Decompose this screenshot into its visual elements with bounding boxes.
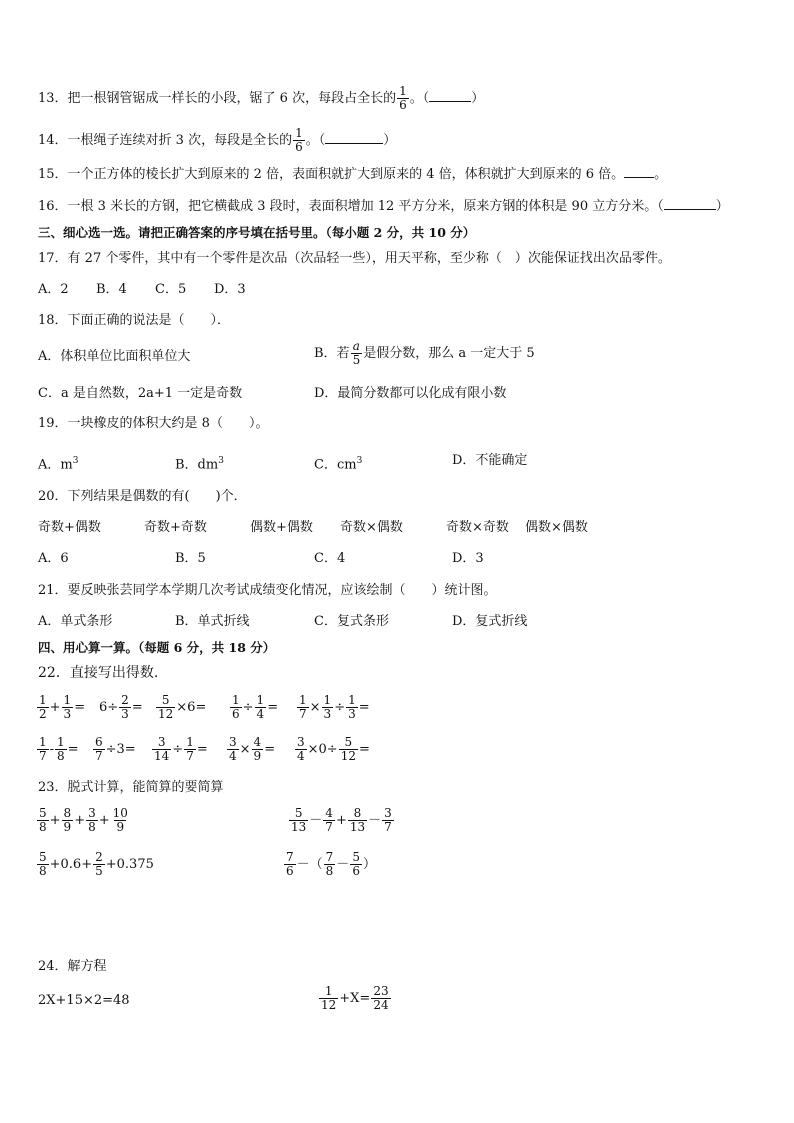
calc-item: $\frac{6}{7}$ ÷3= xyxy=(95,735,136,763)
option-a[interactable]: A．体积单位比面积单位大 xyxy=(38,349,191,364)
fraction: $\frac{1}{7}$ xyxy=(186,735,194,763)
calc-item: $\frac{1}{7}$ × $\frac{1}{3}$ ÷ $\frac{1}{3}$ = xyxy=(299,693,370,721)
question-13-text: 13．把一根钢管锯成一样长的小段，锯了 6 次，每段占全长的 xyxy=(38,91,397,106)
fraction: $\frac{1}{3}$ xyxy=(348,693,356,721)
calc-expression: $\frac{7}{6}$ －（ $\frac{7}{8}$ － $\frac{5}{6}$ ） xyxy=(286,850,376,878)
fraction: $\frac{5}{8}$ xyxy=(39,806,47,834)
answer-blank[interactable] xyxy=(624,177,654,178)
expression: 奇数×奇数 xyxy=(446,520,509,535)
option-b[interactable]: B．4 xyxy=(96,282,127,297)
calc-item: $\frac{5}{12}$ ×6= xyxy=(158,693,207,721)
equation: $\frac{1}{12}$ +X= $\frac{23}{24}$ xyxy=(321,984,389,1012)
fraction: $\frac{6}{7}$ xyxy=(95,735,103,763)
option-b[interactable]: B．若 $\frac{a}{5}$ 是假分数，那么 a 一定大于 5 xyxy=(314,339,535,367)
option-c[interactable]: C．5 xyxy=(155,282,187,297)
expression: 偶数×偶数 xyxy=(525,520,588,535)
option-a[interactable]: A．$m^3$ xyxy=(38,456,79,473)
option-d[interactable]: D．最简分数都可以化成有限小数 xyxy=(314,386,507,401)
option-d[interactable]: D．3 xyxy=(452,551,484,566)
fraction: $\frac{1}{8}$ xyxy=(57,735,65,763)
option-b[interactable]: B．5 xyxy=(175,551,206,566)
calc-item: 6÷ $\frac{2}{3}$ = xyxy=(99,693,143,721)
fraction: $\frac{1}{2}$ xyxy=(39,693,47,721)
option-d[interactable]: D．不能确定 xyxy=(452,453,528,468)
fraction: $\frac{8}{13}$ xyxy=(349,806,366,834)
fraction: $\frac{2}{3}$ xyxy=(121,693,129,721)
calc-item: $\frac{3}{14}$ ÷ $\frac{1}{7}$ = xyxy=(154,735,208,763)
question-19: 19．一块橡皮的体积大约是 8（ ）。 xyxy=(38,416,269,431)
question-17: 17．有 27 个零件，其中有一个零件是次品（次品轻一些），用天平称，至少称（ ）次能保证找出次品零件。 xyxy=(38,251,671,266)
calc-item: $\frac{3}{4}$ × $\frac{4}{9}$ = xyxy=(229,735,276,763)
fraction: $\frac{10}{9}$ xyxy=(112,806,128,834)
calc-expression: $\frac{5}{8}$ +0.6+ $\frac{2}{5}$ +0.375 xyxy=(39,850,154,878)
option-d[interactable]: D．3 xyxy=(214,282,246,297)
fraction: $\frac{1}{4}$ xyxy=(256,693,265,721)
option-a[interactable]: A．单式条形 xyxy=(38,614,113,629)
fraction: $\frac{1}{7}$ xyxy=(39,735,47,763)
calc-item: $\frac{1}{6}$ ÷ $\frac{1}{4}$ = xyxy=(232,693,279,721)
section-3-heading: 三、细心选一选。请把正确答案的序号填在括号里。（每小题 2 分，共 10 分） xyxy=(38,225,476,240)
fraction: $\frac{1}{12}$ xyxy=(321,984,337,1012)
question-22: 22．直接写出得数. xyxy=(38,665,159,681)
option-c[interactable]: C．a 是自然数，2a+1 一定是奇数 xyxy=(38,386,243,401)
fraction: $\frac{5}{12}$ xyxy=(158,693,174,721)
question-15-text: 15．一个正方体的棱长扩大到原来的 2 倍，表面积就扩大到原来的 4 倍，体积就扩大到原来的 6 倍。 xyxy=(38,167,625,182)
fraction: $\frac{7}{6}$ xyxy=(286,850,294,878)
expression: 奇数+偶数 xyxy=(38,520,101,535)
calc-expression: $\frac{5}{8}$ + $\frac{8}{9}$ + $\frac{3}{8}$ + $\frac{10}{9}$ xyxy=(39,806,128,834)
fraction: $\frac{7}{8}$ xyxy=(325,850,334,878)
fraction: $\frac{5}{8}$ xyxy=(39,850,47,878)
option-b[interactable]: B．$dm^3$ xyxy=(175,456,224,473)
expression: 偶数+偶数 xyxy=(250,520,313,535)
fraction: $\frac{3}{8}$ xyxy=(88,806,96,834)
answer-blank[interactable] xyxy=(325,143,383,144)
fraction: $\frac{2}{5}$ xyxy=(95,850,103,878)
calc-item: $\frac{3}{4}$ ×0÷ $\frac{5}{12}$ = xyxy=(297,735,370,763)
fraction: $\frac{3}{4}$ xyxy=(297,735,305,763)
fraction: $\frac{1}{3}$ xyxy=(323,693,332,721)
fraction: $\frac{1}{6}$ xyxy=(399,84,407,112)
question-15: 15．一个正方体的棱长扩大到原来的 2 倍，表面积就扩大到原来的 4 倍，体积就扩大到原来的 6 倍。 。 xyxy=(38,167,668,182)
fraction: $\frac{3}{4}$ xyxy=(229,735,237,763)
fraction: $\frac{8}{9}$ xyxy=(63,806,72,834)
question-18: 18．下面正确的说法是（ ）． xyxy=(38,313,231,328)
option-c[interactable]: C．$cm^3$ xyxy=(314,456,363,473)
answer-blank[interactable] xyxy=(664,209,716,210)
fraction: $\frac{a}{5}$ xyxy=(352,339,361,367)
question-14: 14．一根绳子连续对折 3 次，每段是全长的 $\frac{1}{6}$ 。（ ） xyxy=(38,126,397,154)
option-c[interactable]: C．4 xyxy=(314,551,346,566)
section-4-heading: 四、用心算一算。（每题 6 分，共 18 分） xyxy=(38,640,276,655)
fraction: $\frac{4}{7}$ xyxy=(325,806,333,834)
question-16-text: 16．一根 3 米长的方钢，把它横截成 3 段时，表面积增加 12 平方分米，原来方钢的体积是 90 立方分米。（ xyxy=(38,199,664,214)
fraction: $\frac{1}{6}$ xyxy=(295,126,303,154)
question-16: 16．一根 3 米长的方钢，把它横截成 3 段时，表面积增加 12 平方分米，原来方钢的体积是 90 立方分米。（ ） xyxy=(38,199,729,214)
fraction: $\frac{5}{6}$ xyxy=(352,850,360,878)
question-21: 21．要反映张芸同学本学期几次考试成绩变化情况，应该绘制（ ）统计图。 xyxy=(38,583,497,598)
fraction: $\frac{23}{24}$ xyxy=(373,984,389,1012)
fraction: $\frac{5}{12}$ xyxy=(340,735,356,763)
calc-expression: $\frac{5}{13}$ － $\frac{4}{7}$ + $\frac{8}{13}$ － $\frac{3}{7}$ xyxy=(291,806,392,834)
fraction: $\frac{4}{9}$ xyxy=(253,735,262,763)
fraction: $\frac{3}{7}$ xyxy=(384,806,392,834)
expression: 奇数+奇数 xyxy=(144,520,207,535)
fraction: $\frac{5}{13}$ xyxy=(291,806,307,834)
option-a[interactable]: A．2 xyxy=(38,282,69,297)
answer-blank[interactable] xyxy=(429,101,471,102)
fraction: $\frac{3}{14}$ xyxy=(154,735,170,763)
question-20: 20．下列结果是偶数的有( )个． xyxy=(38,489,247,504)
question-13: 13．把一根钢管锯成一样长的小段，锯了 6 次，每段占全长的 $\frac{1}{6}$ 。（ ） xyxy=(38,84,485,112)
expression: 奇数×偶数 xyxy=(340,520,403,535)
option-a[interactable]: A．6 xyxy=(38,551,69,566)
equation: 2X+15×2=48 xyxy=(38,993,130,1008)
question-23: 23．脱式计算，能简算的要简算 xyxy=(38,780,224,795)
fraction: $\frac{1}{3}$ xyxy=(63,693,72,721)
calc-item: $\frac{1}{2}$ + $\frac{1}{3}$ = xyxy=(39,693,86,721)
option-c[interactable]: C．复式条形 xyxy=(314,614,389,629)
option-d[interactable]: D．复式折线 xyxy=(452,614,528,629)
fraction: $\frac{1}{7}$ xyxy=(299,693,307,721)
calc-item: $\frac{1}{7}$ - $\frac{1}{8}$ = xyxy=(39,735,79,763)
question-14-text: 14．一根绳子连续对折 3 次，每段是全长的 xyxy=(38,133,293,148)
question-24: 24．解方程 xyxy=(38,959,107,974)
fraction: $\frac{1}{6}$ xyxy=(232,693,240,721)
option-b[interactable]: B．单式折线 xyxy=(175,614,250,629)
